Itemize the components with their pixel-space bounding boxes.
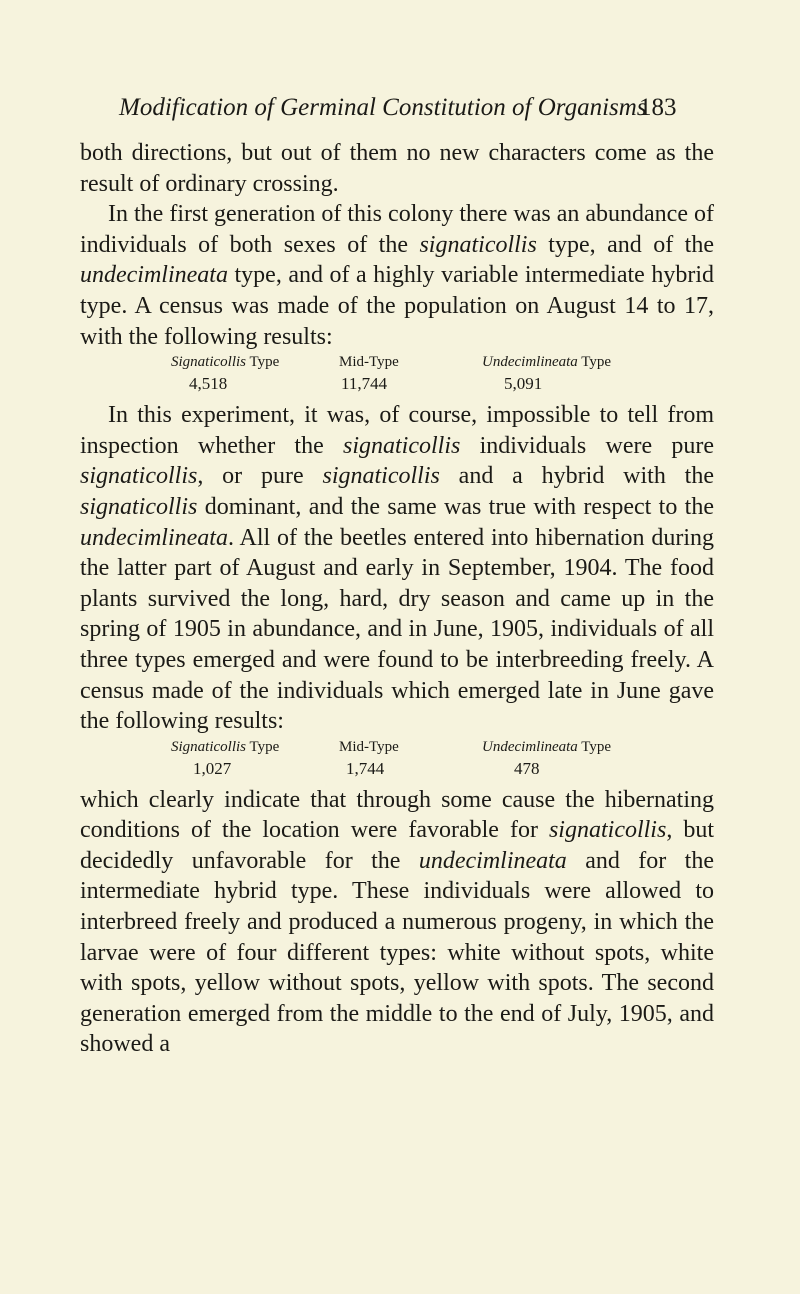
paragraph-continuation: both directions, but out of them no new characters come as the result of ordinary crossing. — [80, 140, 714, 197]
census-value-mid: 1,744 — [346, 758, 385, 778]
page-number: 183 — [639, 94, 677, 121]
census-value-undecimlineata: 5,091 — [504, 374, 543, 394]
census-value-mid: 11,744 — [341, 374, 388, 394]
paragraph-first-generation: In the first generation of this colony there was an abundance of individuals of both sexes of the signaticollis type, and of the undecimlineata type, and of a highly variable intermediate hybrid type. A census was made of the population on August 14 to 17, with the following results: — [80, 201, 714, 350]
census-header-signaticollis: Signaticollis Type — [171, 354, 280, 371]
paragraph-conclusion: which clearly indicate that through some cause the hibernating conditions of the location were favorable for signaticollis, but decidedly unfavorable for the undecimlineata and for the intermediate hybrid type. These individuals were allowed to interbreed freely and produced a numerous progeny, in which the larvae were of four different types: white without spots, white with spots, yellow without spots, yellow with spots. The second generation emerged from the middle to the end of July, 1905, and showed a — [80, 786, 714, 1058]
census-value-undecimlineata: 478 — [514, 758, 540, 778]
census-header-signaticollis: Signaticollis Type — [171, 738, 280, 755]
census-header-undecimlineata: Undecimlineata Type — [482, 738, 612, 755]
census-table-august — [80, 352, 714, 400]
census-header-mid: Mid-Type — [339, 354, 399, 371]
census-table-june — [80, 737, 714, 785]
paragraph-experiment: In this experiment, it was, of course, impossible to tell from inspection whether the signaticollis individuals were pure signaticollis, or pure signaticollis and a hybrid with the signaticollis dominant, and the same was true with respect to the undecimlineata. All of the beetles entered into hibernation during the latter part of August and early in September, 1904. The food plants survived the long, hard, dry season and came up in the spring of 1905 in abundance, and in June, 1905, individuals of all three types emerged and were found to be interbreeding freely. A census made of the individuals which emerged late in June gave the following results: — [80, 402, 715, 735]
census-header-mid: Mid-Type — [339, 738, 399, 755]
census-value-signaticollis: 1,027 — [193, 758, 232, 778]
running-header — [0, 94, 800, 128]
body-text — [80, 138, 714, 1060]
running-title: Modification of Germinal Constitution of Organisms — [119, 94, 647, 121]
census-header-undecimlineata: Undecimlineata Type — [482, 354, 612, 371]
census-value-signaticollis: 4,518 — [189, 374, 228, 394]
